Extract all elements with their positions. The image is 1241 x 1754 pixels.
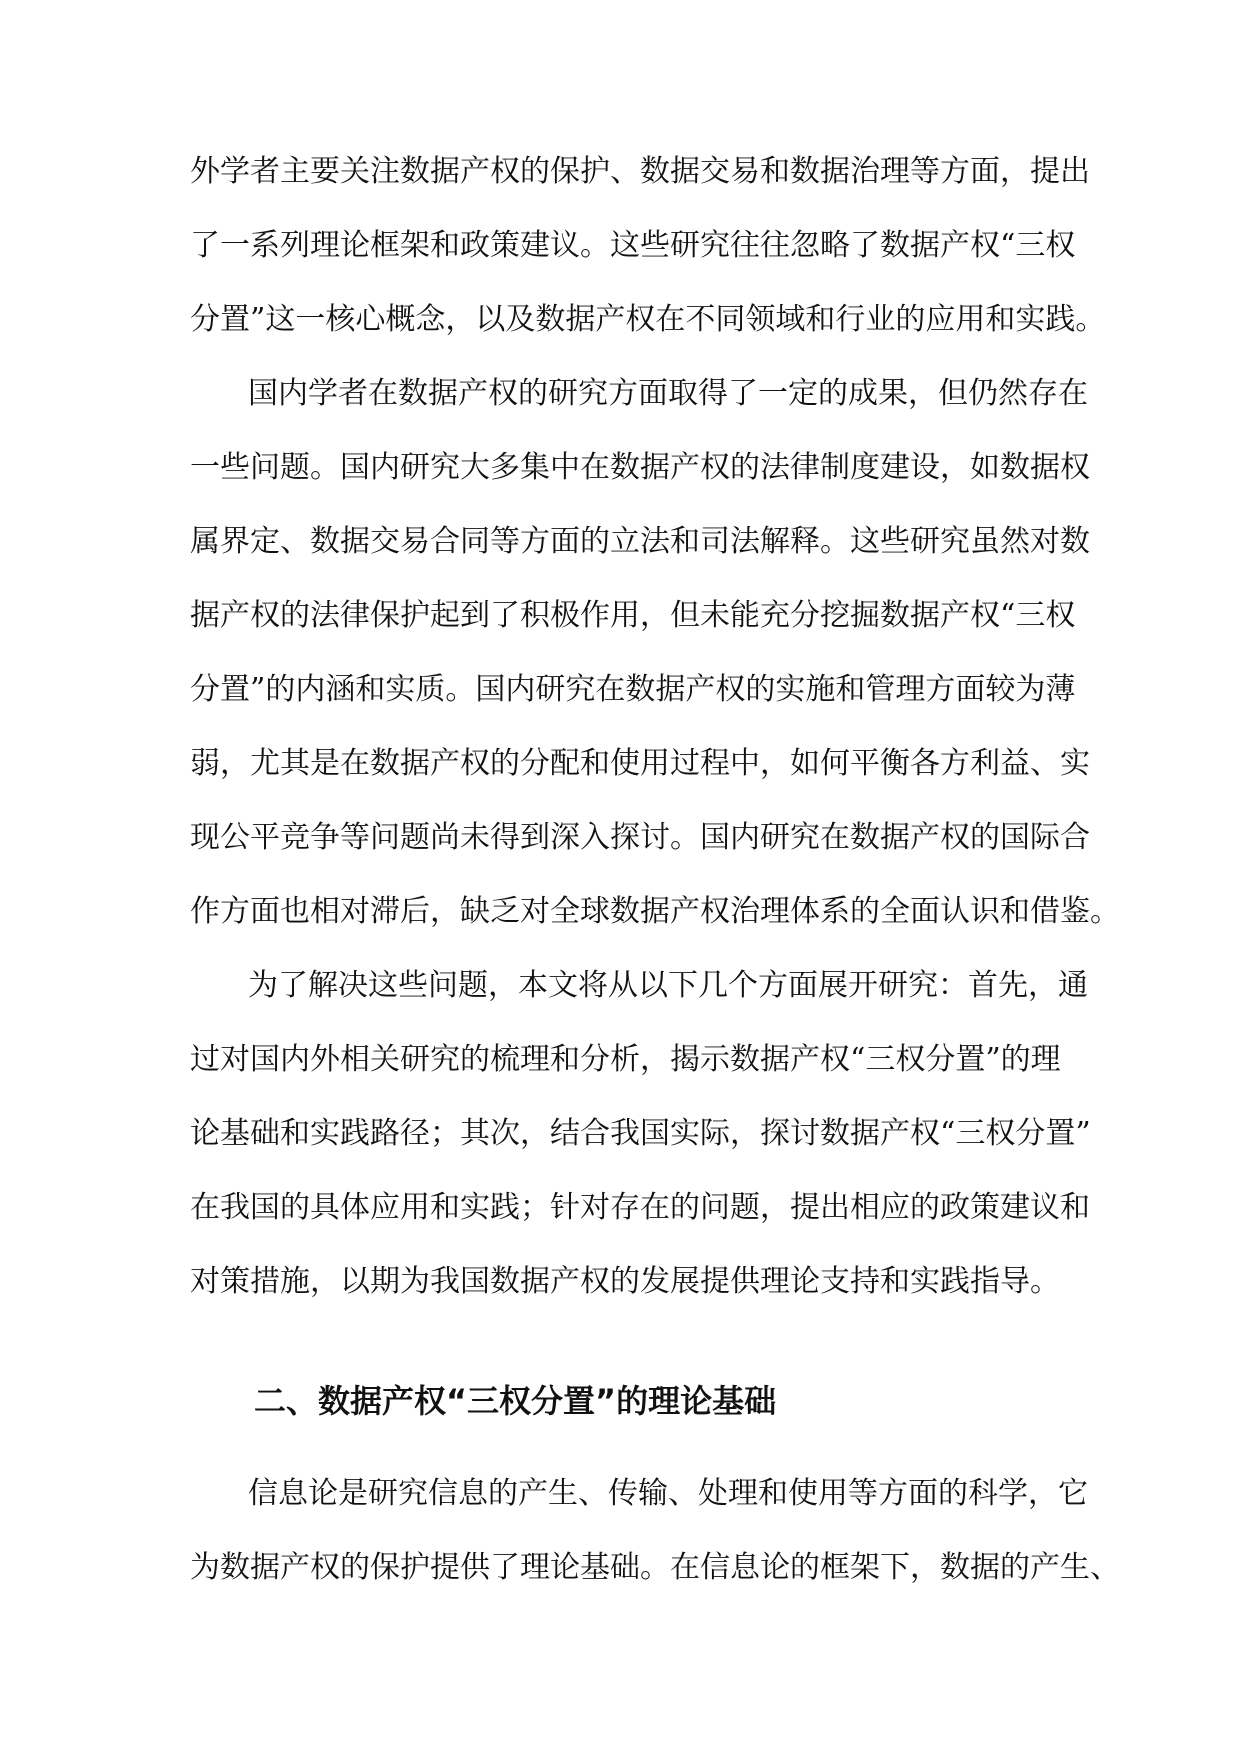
paragraph-line: 过对国内外相关研究的梳理和分析，揭示数据产权“三权分置”的理 xyxy=(190,1042,1061,1077)
paragraph-line: 为了解决这些问题，本文将从以下几个方面展开研究：首先，通 xyxy=(248,968,1088,1003)
paragraph-line: 属界定、数据交易合同等方面的立法和司法解释。这些研究虽然对数 xyxy=(190,524,1090,559)
paragraph-line: 信息论是研究信息的产生、传输、处理和使用等方面的科学，它 xyxy=(248,1476,1088,1511)
paragraph-line: 现公平竞争等问题尚未得到深入探讨。国内研究在数据产权的国际合 xyxy=(190,820,1090,855)
paragraph-line: 为数据产权的保护提供了理论基础。在信息论的框架下，数据的产生、 xyxy=(190,1550,1120,1585)
paragraph-line: 论基础和实践路径；其次，结合我国实际，探讨数据产权“三权分置” xyxy=(190,1116,1091,1151)
paragraph-line: 外学者主要关注数据产权的保护、数据交易和数据治理等方面，提出 xyxy=(190,154,1090,189)
paragraph-line: 对策措施，以期为我国数据产权的发展提供理论支持和实践指导。 xyxy=(190,1264,1060,1299)
paragraph-line: 一些问题。国内研究大多集中在数据产权的法律制度建设，如数据权 xyxy=(190,450,1090,485)
paragraph-line: 国内学者在数据产权的研究方面取得了一定的成果，但仍然存在 xyxy=(248,376,1088,411)
paragraph-line: 分置”这一核心概念，以及数据产权在不同领域和行业的应用和实践。 xyxy=(190,302,1106,337)
paragraph-line: 分置”的内涵和实质。国内研究在数据产权的实施和管理方面较为薄 xyxy=(190,672,1076,707)
paragraph-line: 了一系列理论框架和政策建议。这些研究往往忽略了数据产权“三权 xyxy=(190,228,1076,263)
paragraph-line: 弱，尤其是在数据产权的分配和使用过程中，如何平衡各方利益、实 xyxy=(190,746,1090,781)
section-heading: 二、数据产权“三权分置”的理论基础 xyxy=(254,1382,777,1420)
paragraph-line: 作方面也相对滞后，缺乏对全球数据产权治理体系的全面认识和借鉴。 xyxy=(190,894,1120,929)
paragraph-line: 在我国的具体应用和实践；针对存在的问题，提出相应的政策建议和 xyxy=(190,1190,1090,1225)
paragraph-line: 据产权的法律保护起到了积极作用，但未能充分挖掘数据产权“三权 xyxy=(190,598,1076,633)
